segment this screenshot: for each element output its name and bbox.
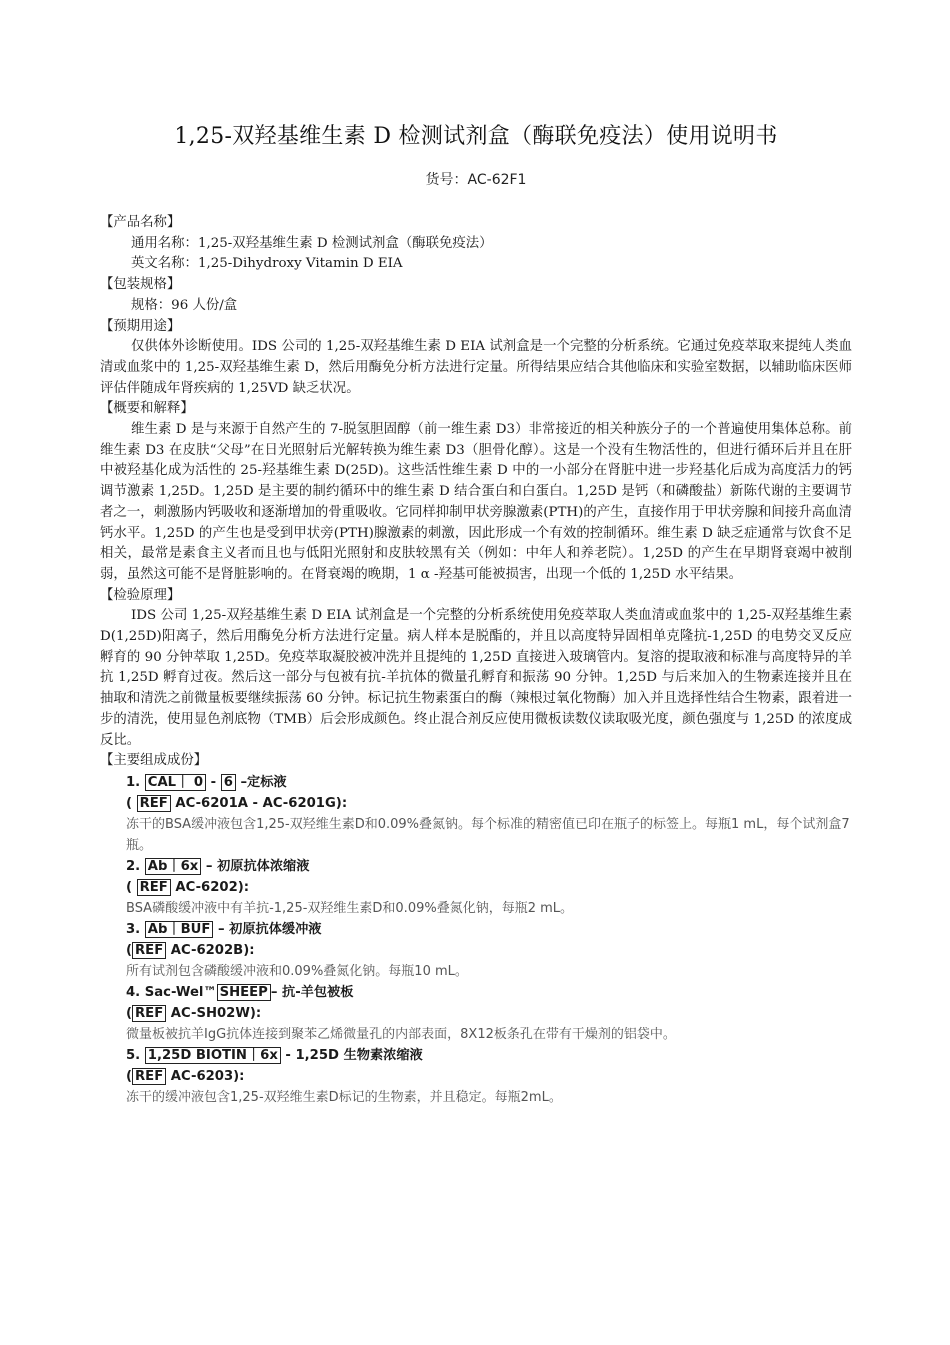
summary-text: 维生素 D 是与来源于自然产生的 7-脱氢胆固醇（前一维生素 D3）非常接近的相关种族分子的一个普遍使用集体总称。前维生素 D3 在皮肤“父母”在日光照射后光解转换为维生素 D3（胆骨化醇）。这是一个没有生物活性的，但进行循环后并且在肝中被羟基化成为活性的 25-羟基维生素 D(25D)。这些活性维生素 D 中的一小部分在肾脏中进一步羟基化后成为高度活力的钙调节激素 1,25D。1,25D 是主要的制约循环中的维生素 D 结合蛋白和白蛋白。1,25D 是钙（和磷酸盐）新陈代谢的主要调节者之一，刺激肠内钙吸收和逐渐增加的骨重吸收。它同样抑制甲状旁腺激素(PTH)的产生，直接作用于甲状旁腺和间接升高血清钙水平。1,25D 的产生也是受到甲状旁(PTH)腺激素的刺激，因此形成一个有效的控制循环。维生素 D 缺乏症通常与饮食不足相关，最常是素食主义者而且也与低阳光照射和皮肤较黑有关（例如：中年人和养老院）。1,25D 的产生在早期肾衰竭中被削弱，虽然这可能不是肾脏影响的。在肾衰竭的晚期，1 α -羟基可能被损害，出现一个低的 1,25D 水平结果。 [100,422,852,582]
component-description: 冻干的缓冲液包含1,25-双羟维生素D标记的生物素，并且稳定。每瓶2mL。 [126,1089,562,1105]
ref-symbol-box: REF [132,942,166,959]
component-description: 所有试剂包含磷酸缓冲液和0.09%叠氮化钠。每瓶10 mL。 [126,963,468,979]
component-ref [126,1003,852,1024]
component-ref [126,793,852,814]
english-name: 英文名称：1,25-Dihydroxy Vitamin D EIA [131,256,403,272]
component-description: BSA磷酸缓冲液中有羊抗-1,25-双羟维生素D和0.09%叠氮化钠，每瓶2 mL。 [126,900,574,916]
ref-paren: ( [126,1068,133,1084]
component-ref [126,877,852,898]
component-description: 冻干的BSA缓冲液包含1,25-双羟维生素D和0.09%叠氮钠。每个标准的精密值已印在瓶子的标签上。每瓶1 mL，每个试剂盒7瓶。 [126,816,850,853]
component-item [100,919,852,961]
common-name: 通用名称：1,25-双羟基维生素 D 检测试剂盒（酶联免疫法） [131,235,493,251]
package-spec: 规格：96 人份/盒 [131,297,238,313]
component-separator: - [206,774,221,790]
component-item [100,1045,852,1087]
component-ref [126,1066,852,1087]
ref-symbol-box: REF [132,1005,166,1022]
component-symbol-box: Ab｜BUF [145,921,214,938]
component-title [126,982,852,1003]
component-title [126,919,852,940]
component-name: - 1,25D 生物素浓缩液 [280,1047,423,1063]
component-ref [126,940,852,961]
component-number: 1. [126,774,141,790]
document-title: 1,25-双羟基维生素 D 检测试剂盒（酶联免疫法）使用说明书 [174,124,778,149]
ref-symbol-box: REF [137,879,171,896]
component-title [126,1045,852,1066]
ref-paren: ( [126,942,133,958]
component-symbol-box: Ab｜6x [145,858,202,875]
component-number: 3. [126,921,141,937]
component-title [126,856,852,877]
component-symbol-box: CAL｜ 0 [145,774,206,791]
ref-paren: ( [126,795,137,811]
component-name: –定标液 [235,774,287,790]
ref-code: AC-SH02W): [166,1005,262,1021]
ref-code: AC-6201A - AC-6201G): [170,795,348,811]
component-symbol-box: SHEEP [217,984,271,1001]
component-item [100,856,852,898]
section-heading-principle: 【检验原理】 [100,587,181,603]
ref-paren: ( [126,879,137,895]
component-title [126,772,852,793]
catalog-number: 货号：AC-62F1 [425,172,527,188]
section-heading-use: 【预期用途】 [100,318,181,334]
section-heading-components: 【主要组成成份】 [100,753,208,769]
component-item [100,772,852,814]
component-item [100,982,852,1024]
component-number: 2. [126,858,141,874]
component-number: 5. [126,1047,141,1063]
ref-symbol-box: REF [132,1068,166,1085]
component-symbol-box: 1,25D BIOTIN｜6x [145,1047,281,1064]
intended-use-text: 仅供体外诊断使用。IDS 公司的 1,25-双羟基维生素 D EIA 试剂盒是一个完整的分析系统。它通过免疫萃取来提纯人类血清或血浆中的 1,25-双羟基维生素 D，然后用酶免分析方法进行定量。所得结果应结合其他临床和实验室数据，以辅助临床医师评估伴随成年肾疾病的 1,25VD 缺乏状况。 [100,339,852,396]
component-number: 4. [126,984,141,1000]
component-name: – 抗-羊包被板 [270,984,354,1000]
component-symbol-box: 6 [221,774,236,791]
section-heading-package: 【包装规格】 [100,277,181,293]
ref-code: AC-6202B): [166,942,255,958]
ref-paren: ( [126,1005,133,1021]
principle-text: IDS 公司 1,25-双羟基维生素 D EIA 试剂盒是一个完整的分析系统使用免疫萃取人类血清或血浆中的 1,25-双羟基维生素 D(1,25D)阳离子，然后用酶免分析方法进行定量。病人样本是脱酯的，并且以高度特异固相单克隆抗-1,25D 的电势交叉反应孵育的 90 分钟萃取 1,25D。免疫萃取凝胶被冲洗并且提纯的 1,25D 直接进入玻璃管内。复溶的提取液和标准与高度特异的羊抗 1,25D 孵育过夜。然后这一部分与包被有抗-羊抗体的微量孔孵育和振荡 90 分钟。1,25D 与后来加入的生物素连接并且在抽取和清洗之前微量板要继续振荡 60 分钟。标记抗生物素蛋白的酶（辣根过氧化物酶）加入并且选择性结合生物素，跟着进一步的清洗，使用显色剂底物（TMB）后会形成颜色。终止混合剂反应使用微板读数仪读取吸光度，颜色强度与 1,25D 的浓度成反比。 [100,608,852,748]
component-description: 微量板被抗羊IgG抗体连接到聚苯乙烯微量孔的内部表面，8X12板条孔在带有干燥剂的铝袋中。 [126,1026,676,1042]
section-heading-name: 【产品名称】 [100,215,181,230]
component-prefix: Sac-Wel™ [144,984,217,1000]
component-name: – 初原抗体浓缩液 [201,858,310,874]
ref-symbol-box: REF [137,795,171,812]
ref-code: AC-6203): [166,1068,245,1084]
section-heading-summary: 【概要和解释】 [100,401,194,417]
ref-code: AC-6202): [170,879,250,895]
component-name: – 初原抗体缓冲液 [213,921,322,937]
document-body [100,213,852,1108]
